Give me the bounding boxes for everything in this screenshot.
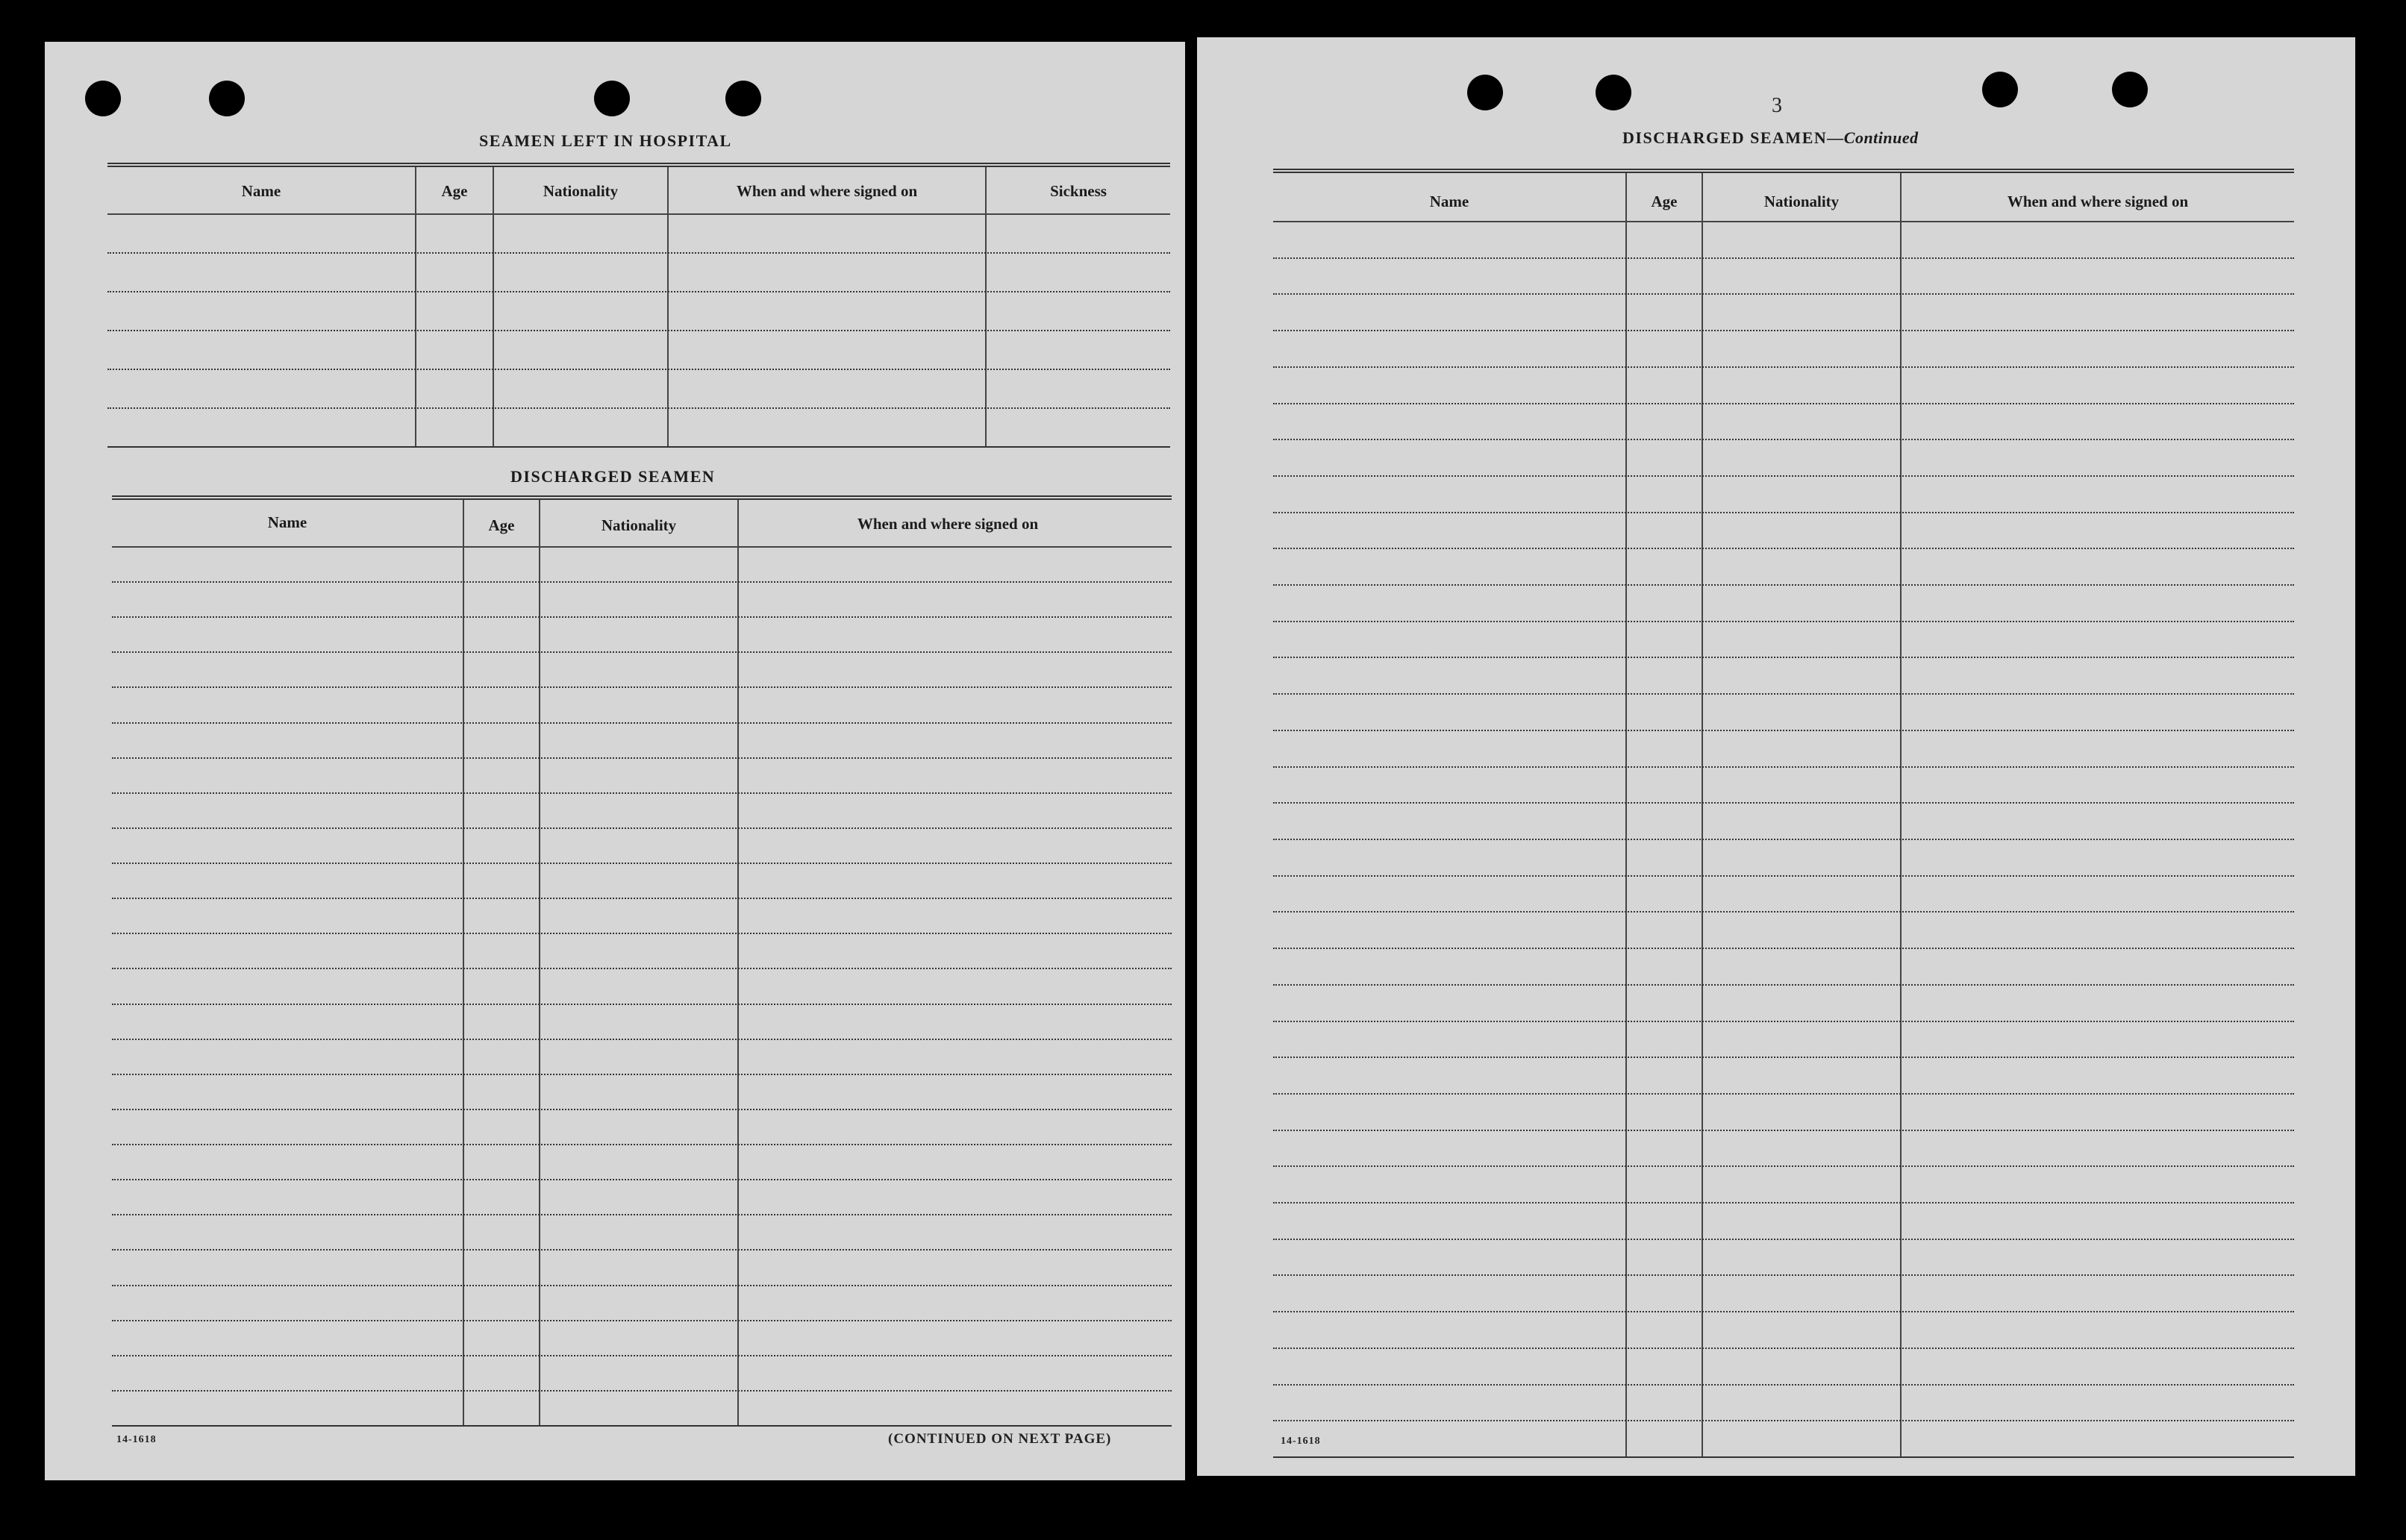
column-header-age: Age (488, 516, 515, 534)
writing-line (1273, 1057, 2294, 1058)
column-header-signed-on: When and where signed on (736, 182, 918, 200)
section-title-text: DISCHARGED SEAMEN (1622, 128, 1828, 147)
hospital-table (107, 163, 1170, 448)
form-number: 14-1618 (116, 1434, 157, 1445)
writing-line (1273, 1420, 2294, 1421)
discharged-continued-title (1622, 128, 1919, 148)
writing-line (112, 1285, 1172, 1286)
punch-hole (594, 81, 630, 116)
writing-line (1273, 1165, 2294, 1167)
writing-line (112, 1144, 1172, 1145)
writing-line (112, 1004, 1172, 1005)
writing-line (1273, 293, 2294, 295)
writing-line (112, 581, 1172, 583)
writing-line (1273, 802, 2294, 804)
writing-line (1273, 403, 2294, 404)
column-header-sickness: Sickness (1050, 182, 1107, 200)
discharged-table (1273, 169, 2294, 1458)
column-header-name: Name (241, 182, 281, 200)
hospital-section-title: SEAMEN LEFT IN HOSPITAL (479, 131, 732, 150)
column-divider (539, 500, 540, 1425)
punch-hole (85, 81, 121, 116)
column-header-age: Age (441, 182, 468, 200)
punch-hole (1467, 75, 1503, 110)
writing-line (1273, 984, 2294, 986)
writing-line (112, 863, 1172, 864)
left-page (45, 42, 1185, 1480)
column-header-name: Name (1429, 192, 1469, 210)
writing-line (112, 933, 1172, 934)
column-divider (493, 167, 494, 446)
punch-hole (725, 81, 761, 116)
writing-line (1273, 1274, 2294, 1276)
writing-line (1273, 584, 2294, 586)
writing-line (1273, 548, 2294, 549)
writing-line (107, 369, 1170, 370)
writing-line (1273, 330, 2294, 331)
writing-line (112, 1109, 1172, 1110)
writing-line (112, 1390, 1172, 1392)
punch-hole (2112, 72, 2148, 107)
writing-line (112, 686, 1172, 688)
column-divider (737, 500, 739, 1425)
writing-line (107, 330, 1170, 331)
column-divider (985, 167, 987, 446)
writing-line (107, 407, 1170, 409)
writing-line (112, 1074, 1172, 1075)
writing-line (1273, 1021, 2294, 1022)
writing-line (1273, 766, 2294, 768)
writing-line (1273, 948, 2294, 949)
column-header-nationality: Nationality (543, 182, 619, 200)
writing-line (112, 1355, 1172, 1356)
column-header-nationality: Nationality (1763, 192, 1840, 210)
column-header-name: Name (267, 513, 307, 531)
discharged-section-title: DISCHARGED SEAMEN (510, 467, 716, 486)
writing-line (112, 1214, 1172, 1215)
punch-hole (1982, 72, 2018, 107)
writing-line (112, 722, 1172, 724)
column-header-nationality: Nationality (601, 516, 677, 534)
discharged-table (112, 495, 1172, 1427)
writing-line (1273, 1311, 2294, 1312)
writing-line (1273, 1130, 2294, 1131)
punch-hole (209, 81, 245, 116)
writing-line (112, 1320, 1172, 1321)
writing-line (1273, 693, 2294, 695)
writing-line (1273, 475, 2294, 477)
continued-suffix: —Continued (1827, 128, 1919, 147)
writing-line (112, 757, 1172, 759)
writing-line (112, 616, 1172, 618)
writing-line (107, 252, 1170, 254)
writing-line (1273, 657, 2294, 658)
writing-line (1273, 839, 2294, 840)
writing-line (112, 651, 1172, 653)
column-divider (463, 500, 464, 1425)
form-number: 14-1618 (1281, 1436, 1321, 1447)
table-header (112, 500, 1172, 548)
right-page (1197, 37, 2355, 1476)
writing-line (1273, 621, 2294, 622)
writing-line (1273, 1239, 2294, 1240)
writing-line (1273, 730, 2294, 731)
column-divider (415, 167, 416, 446)
writing-line (112, 792, 1172, 794)
column-header-signed-on: When and where signed on (857, 515, 1039, 533)
writing-line (1273, 366, 2294, 368)
writing-line (112, 1039, 1172, 1040)
writing-line (1273, 1093, 2294, 1095)
writing-line (112, 1249, 1172, 1251)
table-header (107, 167, 1170, 215)
writing-line (112, 968, 1172, 969)
column-header-signed-on: When and where signed on (2007, 192, 2189, 210)
writing-line (112, 827, 1172, 829)
writing-line (1273, 1202, 2294, 1203)
writing-line (112, 1179, 1172, 1180)
punch-hole (1596, 75, 1631, 110)
writing-line (1273, 875, 2294, 877)
writing-line (1273, 257, 2294, 259)
writing-line (1273, 911, 2294, 913)
continued-note: (CONTINUED ON NEXT PAGE) (888, 1431, 1112, 1447)
writing-line (1273, 1384, 2294, 1386)
writing-line (112, 898, 1172, 899)
writing-line (1273, 1348, 2294, 1349)
table-header (1273, 173, 2294, 222)
writing-line (1273, 512, 2294, 513)
column-header-age: Age (1651, 192, 1678, 210)
column-divider (667, 167, 669, 446)
writing-line (107, 291, 1170, 292)
writing-line (1273, 439, 2294, 440)
page-number: 3 (1772, 94, 1782, 117)
